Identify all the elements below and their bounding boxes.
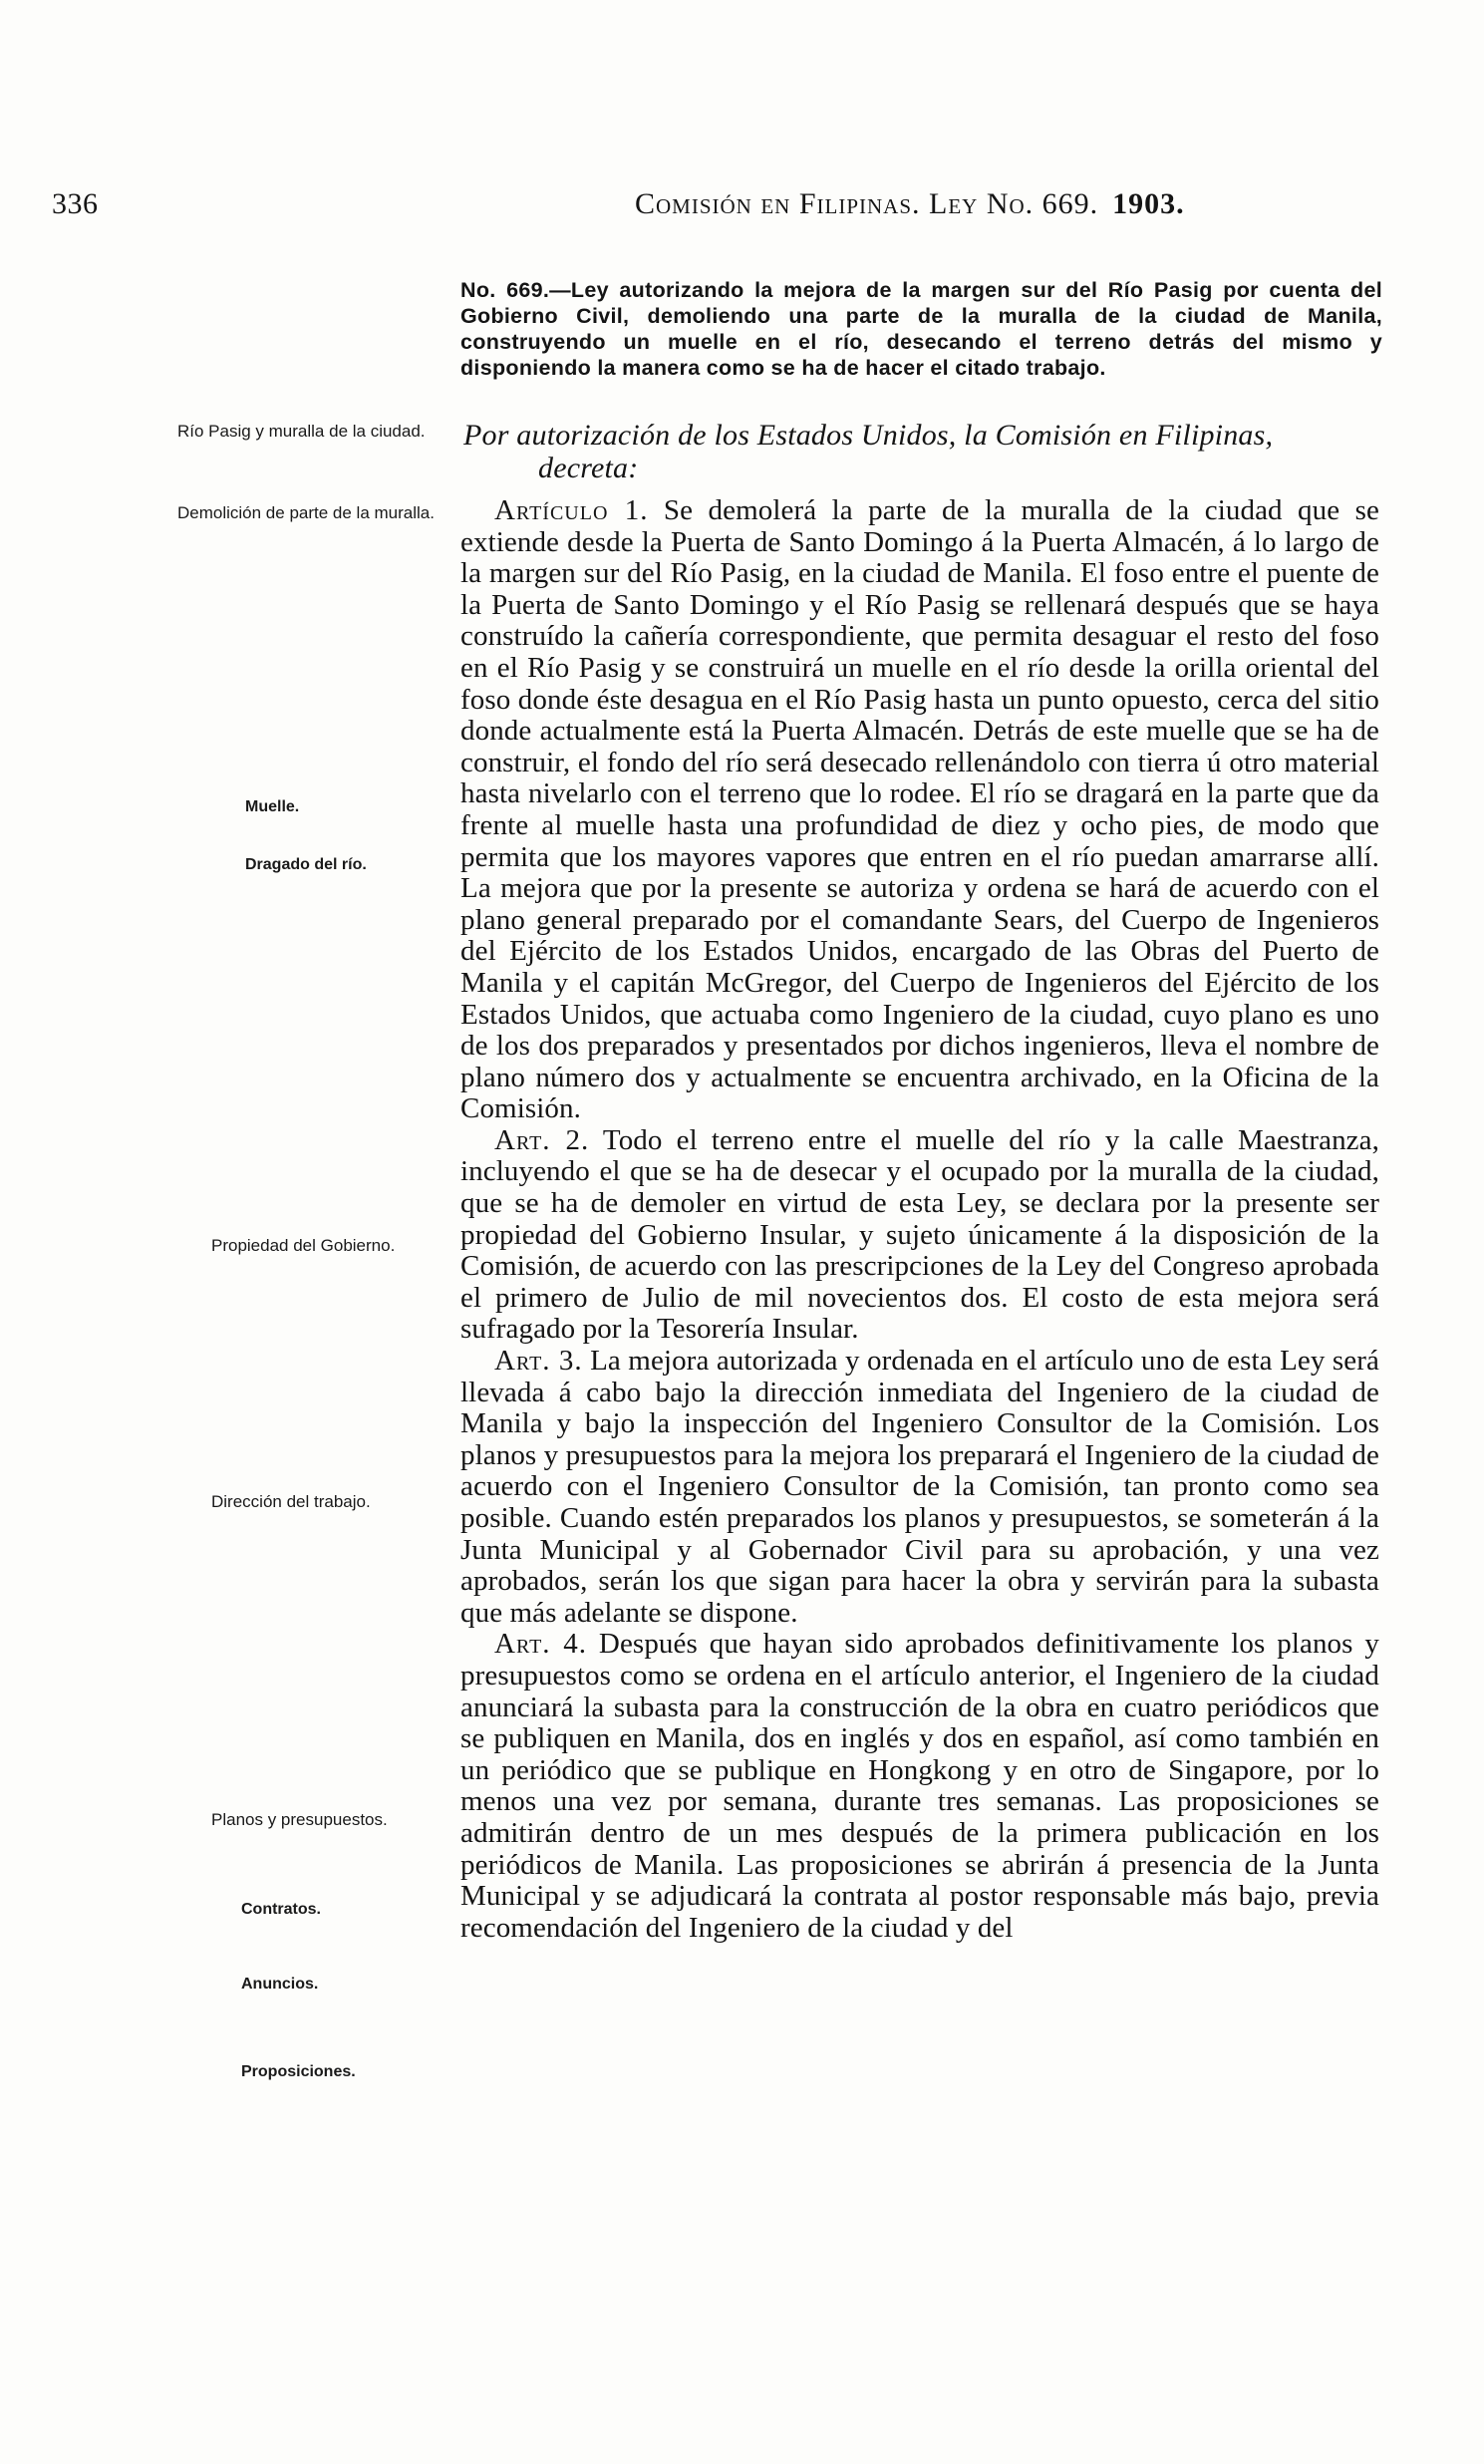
marginal-notes xyxy=(0,0,458,2464)
law-heading xyxy=(460,277,1382,381)
article-text: La mejora autorizada y ordenada en el artículo uno de esta Ley será llevada á cabo bajo la dirección inmediata del Ingeniero de la ciudad de Manila y bajo la inspección del Ingeniero Consultor de la Comisión. Los planos y presupuestos para la mejora los preparará el Ingeniero de la ciudad de acuerdo con el Ingeniero Consultor de la Comisión, tan pronto como sea posible. Cuando estén preparados los planos y presupuestos, se someterán á la Junta Municipal y al Gobernador Civil para su aprobación, y una vez aprobados, serán los que sigan para hacer la obra y servirán para la subasta que más adelante se dispone. xyxy=(460,1345,1379,1629)
running-title-text: Comisión en Filipinas. Ley No. 669. xyxy=(635,187,1099,220)
article-2 xyxy=(460,1125,1379,1346)
marginal-note-planos: Planos y presupuestos. xyxy=(211,1810,388,1829)
page-number: 336 xyxy=(52,187,99,220)
article-label: Art. 2. xyxy=(494,1123,590,1156)
article-label: Art. 4. xyxy=(494,1628,588,1661)
running-title-year: 1903. xyxy=(1112,187,1185,220)
article-label: Artículo 1. xyxy=(494,494,649,526)
article-text: Todo el terreno entre el muelle del río y la calle Maestranza, incluyendo el que se ha de desecar y el ocupado por la muralla de la ciudad, que se ha de demoler en virtud de esta Ley, se declara por la presente ser propiedad del Gobierno Insular, y sujeto únicamente á la disposición de la Comisión, de acuerdo con las prescripciones de la Ley del Congreso aprobada el primero de Julio de mil novecientos dos. El costo de esta mejora será sufragado por la Tesorería Insular. xyxy=(460,1123,1379,1346)
article-text: Después que hayan sido aprobados definitivamente los planos y presupuestos como se ordena en el artículo anterior, el Ingeniero de la ciudad anunciará la subasta para la construcción de la obra en cuatro periódicos que se publiquen en Manila, dos en inglés y dos en español, así como también en un periódico que se publique en Hongkong y en otro de Singapore, por lo menos una vez por semana, durante tres semanas. Las proposiciones se admitirán dentro de un mes después de la primera publicación en los periódicos de Manila. Las proposiciones se abrirán á presencia de la Junta Municipal y se adjudicará la contrata al postor responsable más bajo, previa recomendación del Ingeniero de la ciudad y del xyxy=(460,1628,1379,1944)
enacting-clause xyxy=(463,419,1378,484)
marginal-note-propiedad: Propiedad del Gobierno. xyxy=(211,1236,396,1255)
articles-body xyxy=(460,495,1379,1944)
marginal-note-anuncios: Anuncios. xyxy=(241,1976,319,1993)
marginal-note-dragado: Dragado del río. xyxy=(245,856,367,873)
article-1 xyxy=(460,495,1379,1125)
article-3 xyxy=(460,1346,1379,1629)
article-text: Se demolerá la parte de la muralla de la ciudad que se extiende desde la Puerta de Santo Domingo á la Puerta Almacén, á lo largo de la margen sur del Río Pasig, en la ciudad de Manila. El foso entre el puente de la Puerta de Santo Domingo y el Río Pasig se rellenará después que se haya construído la cañería correspondiente, que permita desaguar el resto del foso en el Río Pasig y se construirá un muelle en el río desde la orilla oriental del foso donde éste desagua en el Río Pasig hasta un punto opuesto, cerca del sitio donde actualmente está la Puerta Almacén. Detrás de este muelle que se ha de construir, el fondo del río será desecado rellenándolo con tierra ú otro material hasta nivelarlo con el terreno que lo rodee. El río se dragará en la parte que da frente al muelle hasta una profundidad de diez y ocho pies, de modo que permita que los mayores vapores que entren en el río puedan amarrarse allí. La mejora que por la presente se autoriza y ordena se hará de acuerdo con el plano general preparado por el comandante Sears, del Cuerpo de Ingenieros del Ejército de los Estados Unidos, encargado de las Obras del Puerto de Manila y el capitán McGregor, del Cuerpo de Ingenieros del Ejército de los Estados Unidos, que actuaba como Ingeniero de la ciudad, cuyo plano es uno de los dos preparados y presentados por dichos ingenieros, lleva el nombre de plano número dos y actualmente se encuentra archivado, en la Oficina de la Comisión. xyxy=(460,494,1379,1125)
running-title xyxy=(635,187,1185,221)
article-4 xyxy=(460,1629,1379,1944)
marginal-note-demolicion: Demolición de parte de la muralla. xyxy=(177,503,435,522)
enacting-clause-line2: decreta: xyxy=(538,452,639,484)
enacting-clause-line1: Por autorización de los Estados Unidos, la Comisión en Filipinas, xyxy=(463,419,1274,452)
marginal-note-contratos: Contratos. xyxy=(241,1901,321,1918)
law-heading-text: No. 669.—Ley autorizando la mejora de la margen sur del Río Pasig por cuenta del Gobierno Civil, demoliendo una parte de la muralla de la ciudad de Manila, construyendo un muelle en el río, desecando el terreno detrás del mismo y disponiendo la manera como se ha de hacer el citado trabajo. xyxy=(460,278,1382,380)
marginal-note-direccion: Dirección del trabajo. xyxy=(211,1492,371,1511)
marginal-note-muelle: Muelle. xyxy=(245,798,300,815)
marginal-note-proposiciones: Proposiciones. xyxy=(241,2063,356,2080)
marginal-note-rio-pasig: Río Pasig y muralla de la ciudad. xyxy=(177,422,426,441)
article-label: Art. 3. xyxy=(494,1345,583,1378)
